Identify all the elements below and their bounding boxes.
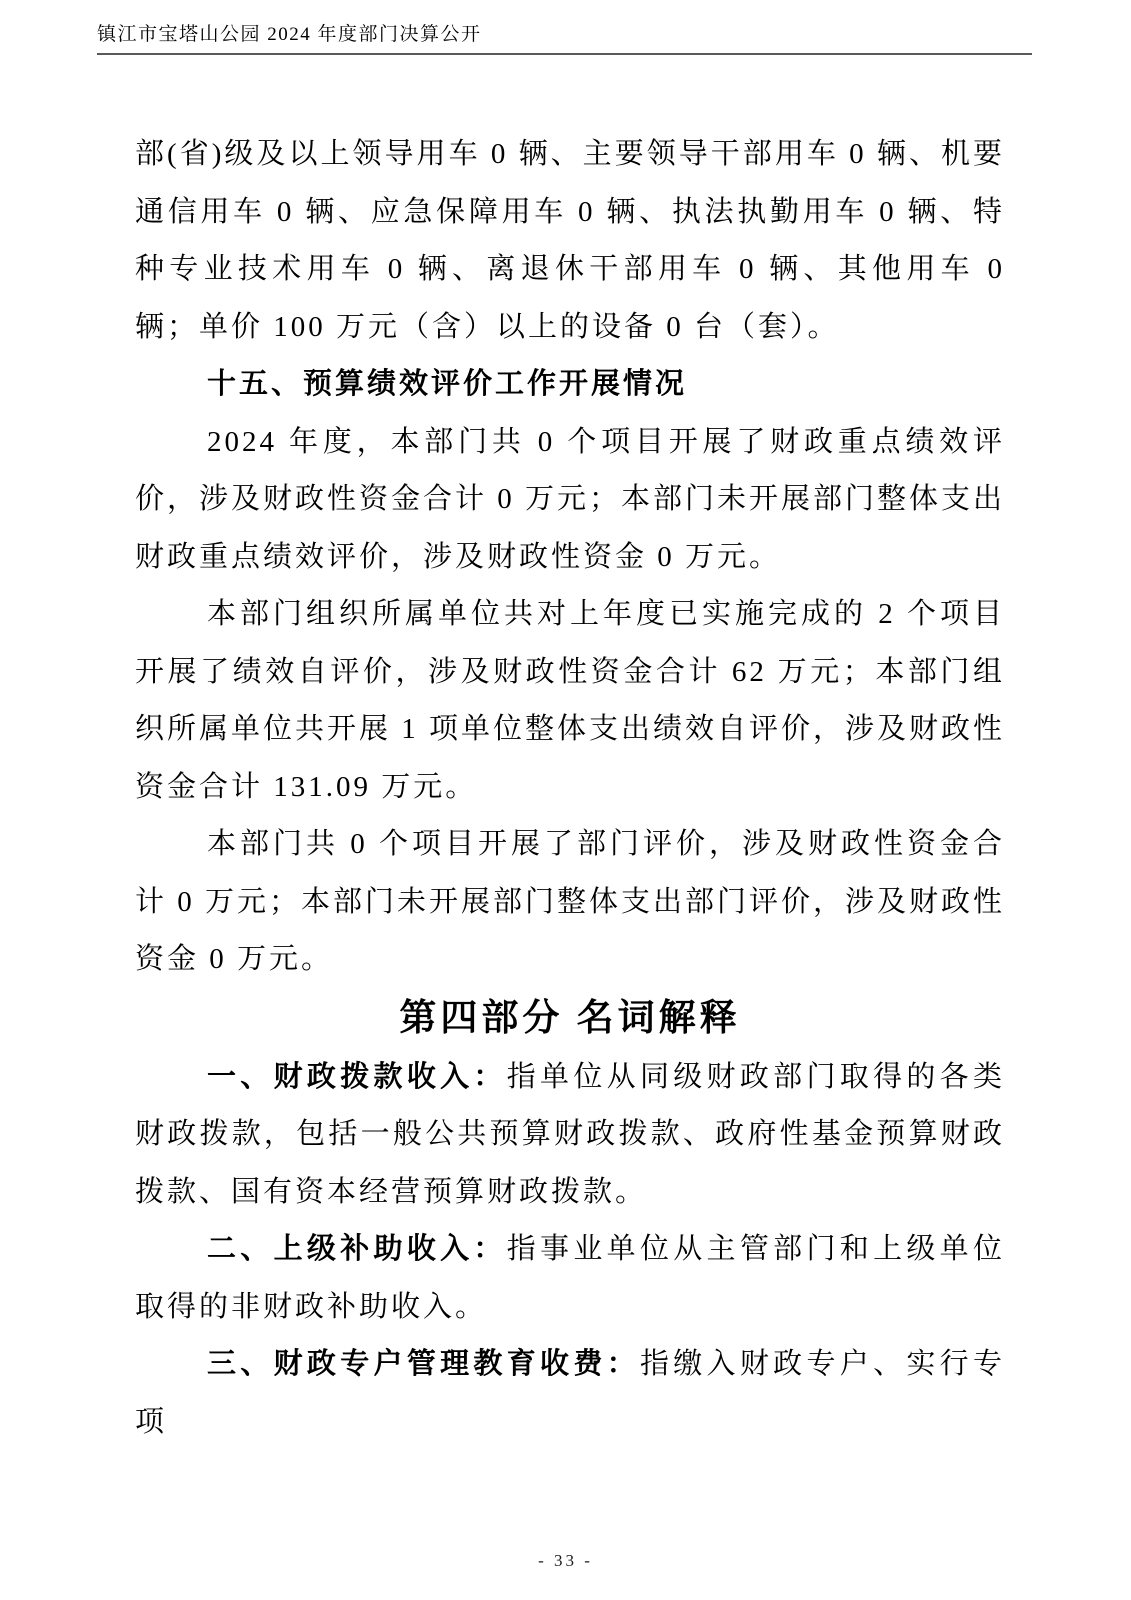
document-body	[135, 126, 1005, 1451]
paragraph-vehicles-carryover: 部(省)级及以上领导用车 0 辆、主要领导干部用车 0 辆、机要通信用车 0 辆、应急保障用车 0 辆、执法执勤用车 0 辆、特种专业技术用车 0 辆、离退休干部用车 0 辆、其他用车 0 辆；单价 100 万元（含）以上的设备 0 台（套）。	[135, 138, 1005, 343]
term-1-text: 指单位从同级财政部门取得的各类财政拨款，包括一般公共预算财政拨款、政府性基金预算财政拨款、国有资本经营预算财政拨款。	[135, 1060, 1005, 1208]
term-definition-2	[135, 1221, 1005, 1336]
paragraph-key-performance-evaluation: 2024 年度，本部门共 0 个项目开展了财政重点绩效评价，涉及财政性资金合计 0 万元；本部门未开展部门整体支出财政重点绩效评价，涉及财政性资金 0 万元。	[135, 425, 1006, 573]
term-definition-3	[135, 1336, 1005, 1451]
page-header	[97, 19, 1032, 55]
heading-section-15: 十五、预算绩效评价工作开展情况	[207, 368, 688, 400]
header-title: 镇江市宝塔山公园 2024 年度部门决算公开	[97, 24, 482, 45]
term-2-text: 指事业单位从主管部门和上级单位取得的非财政补助收入。	[135, 1233, 1005, 1323]
page-footer	[0, 1551, 1131, 1571]
part-four-title: 第四部分 名词解释	[399, 997, 741, 1039]
term-definition-1	[135, 1049, 1005, 1222]
page-number: - 33 -	[538, 1551, 593, 1570]
term-2-label: 二、上级补助收入：	[207, 1233, 507, 1265]
term-3-text: 指缴入财政专户、实行专项	[135, 1348, 1005, 1438]
term-1-label: 一、财政拨款收入：	[207, 1060, 507, 1093]
term-3-label: 三、财政专户管理教育收费：	[207, 1348, 640, 1380]
paragraph-self-evaluation: 本部门组织所属单位共对上年度已实施完成的 2 个项目开展了绩效自评价，涉及财政性资金合计 62 万元；本部门组织所属单位共开展 1 项单位整体支出绩效自评价，涉及财政性资金合计 131.09 万元。	[135, 598, 1006, 803]
paragraph-department-evaluation: 本部门共 0 个项目开展了部门评价，涉及财政性资金合计 0 万元；本部门未开展部门整体支出部门评价，涉及财政性资金 0 万元。	[135, 828, 1006, 975]
